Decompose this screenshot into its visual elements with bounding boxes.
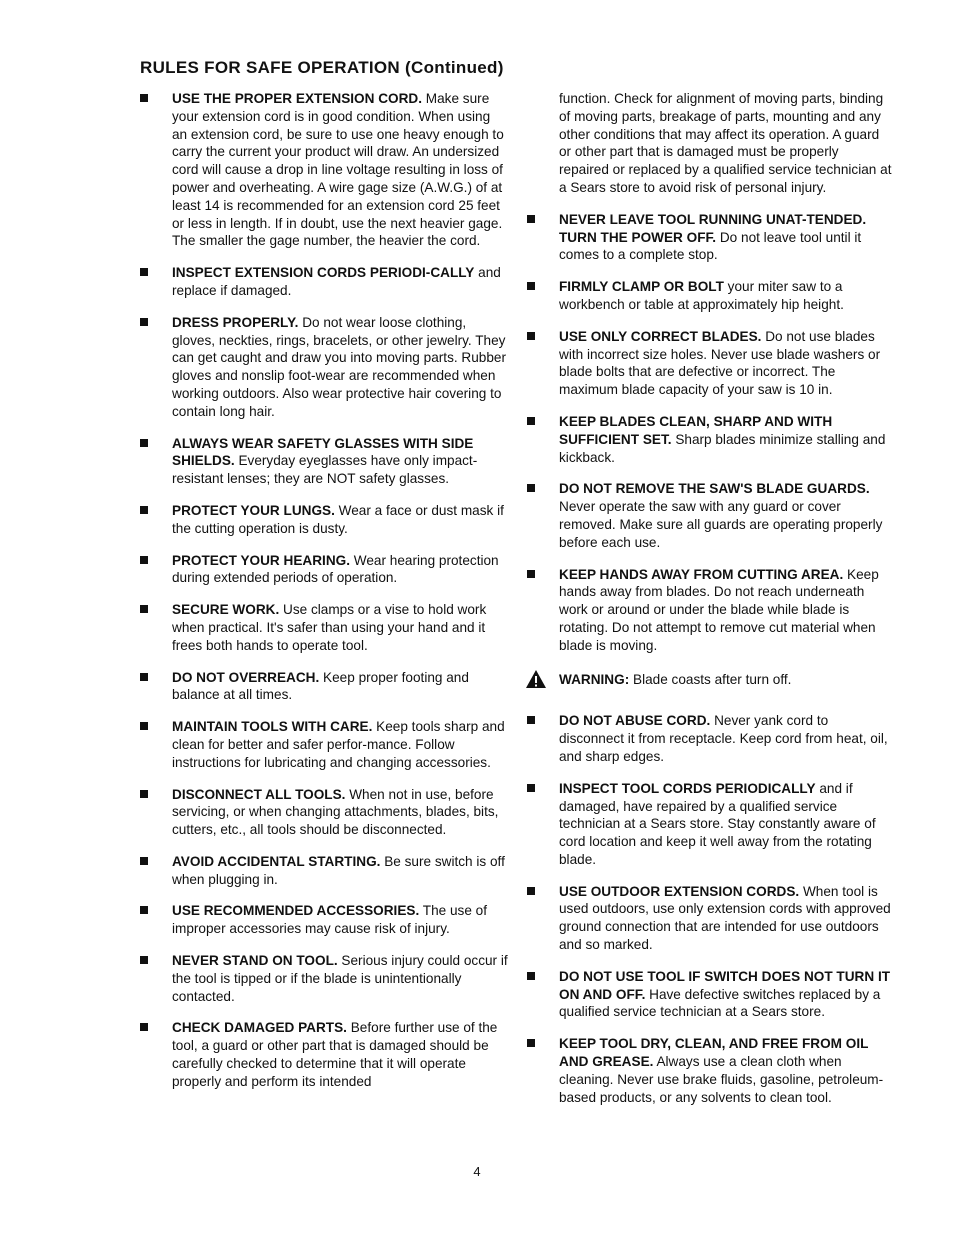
rule-text: and replace if damaged. [172, 265, 501, 298]
left-column [140, 90, 508, 1105]
rule-item [140, 1019, 508, 1090]
warning-note [527, 671, 892, 689]
rule-item [140, 601, 508, 654]
warning-label: WARNING: [559, 671, 630, 687]
rule-text: When tool is used outdoors, use only extension cords with approved ground connection that are intended for use outdoors and so marked. [559, 883, 891, 953]
rule-heading: AVOID ACCIDENTAL STARTING. [172, 853, 381, 869]
rule-item [527, 278, 892, 314]
rule-text: Serious injury could occur if the tool is tipped or if the blade is unintentionally contacted. [172, 953, 508, 1004]
rule-heading: INSPECT EXTENSION CORDS PERIODI-CALLY [172, 265, 475, 281]
rule-heading: CHECK DAMAGED PARTS. [172, 1020, 347, 1036]
rule-text: Keep tools sharp and clean for better and safer perfor-mance. Follow instructions for lubricating and changing accessories. [172, 719, 505, 770]
rule-item [527, 780, 892, 869]
rule-heading: DO NOT ABUSE CORD. [559, 713, 711, 729]
rule-text: Wear hearing protection during extended periods of operation. [172, 552, 499, 586]
rule-text: Wear a face or dust mask if the cutting operation is dusty. [172, 502, 504, 536]
rule-heading: DO NOT REMOVE THE SAW'S BLADE GUARDS. [559, 481, 870, 497]
rule-item [140, 669, 508, 705]
rule-item [140, 314, 508, 421]
rule-text: Sharp blades minimize stalling and kickback. [559, 431, 886, 465]
warning-triangle-icon [525, 669, 547, 689]
rule-heading: ALWAYS WEAR SAFETY GLASSES WITH SIDE SHIELDS. [172, 435, 474, 469]
bullet-icon [140, 790, 148, 798]
bullet-icon [140, 857, 148, 865]
rule-heading: KEEP HANDS AWAY FROM CUTTING AREA. [559, 566, 844, 582]
rule-heading: PROTECT YOUR LUNGS. [172, 502, 335, 518]
bullet-icon [527, 887, 535, 895]
right-column [527, 90, 892, 1120]
bullet-icon [527, 215, 535, 223]
bullet-icon [140, 956, 148, 964]
bullet-icon [140, 268, 148, 276]
rule-heading: INSPECT TOOL CORDS PERIODICALLY [559, 780, 816, 796]
rule-text: Everyday eyeglasses have only impact-resistant lenses; they are NOT safety glasses. [172, 453, 478, 487]
rule-text: Do not leave tool until it comes to a complete stop. [559, 229, 862, 263]
rule-text: Before further use of the tool, a guard or other part that is damaged should be carefully checked to determine that it will operate properly and perform its intended [172, 1020, 498, 1089]
rule-heading: KEEP TOOL DRY, CLEAN, AND FREE FROM OIL AND GREASE. [559, 1036, 869, 1070]
rule-text: Be sure switch is off when plugging in. [172, 853, 505, 887]
bullet-icon [527, 972, 535, 980]
rule-item [140, 786, 508, 839]
bullet-icon [140, 722, 148, 730]
bullet-icon [140, 556, 148, 564]
bullet-icon [140, 1023, 148, 1031]
rule-item [140, 952, 508, 1005]
rule-heading: DRESS PROPERLY. [172, 314, 299, 330]
rule-text: Never operate the saw with any guard or cover removed. Make sure all guards are operating properly before each use. [559, 499, 883, 550]
rule-item [140, 435, 508, 488]
bullet-icon [140, 673, 148, 681]
bullet-icon [527, 570, 535, 578]
rule-heading: DO NOT USE TOOL IF SWITCH DOES NOT TURN IT ON AND OFF. [559, 968, 891, 1002]
rule-item [527, 883, 892, 954]
bullet-icon [527, 417, 535, 425]
rule-item [527, 712, 892, 765]
rule-heading: KEEP BLADES CLEAN, SHARP AND WITH SUFFICIENT SET. [559, 413, 833, 447]
bullet-icon [140, 605, 148, 613]
bullet-icon [140, 94, 148, 102]
bullet-icon [527, 282, 535, 290]
rule-heading: DO NOT OVERREACH. [172, 669, 320, 685]
rule-item [140, 902, 508, 938]
rule-item [140, 552, 508, 588]
page-title: RULES FOR SAFE OPERATION (Continued) [140, 58, 504, 77]
rule-heading: SECURE WORK. [172, 602, 280, 618]
bullet-icon [527, 332, 535, 340]
rule-text: Do not wear loose clothing, gloves, neckties, rings, bracelets, or other jewelry. They can get caught and draw you into moving parts. Rubber gloves and nonslip foot-wear are recommended when working outdoors. Also wear protective hair covering to contain long hair. [172, 314, 507, 419]
bullet-icon [527, 784, 535, 792]
bullet-icon [527, 716, 535, 724]
bullet-icon [527, 484, 535, 492]
rule-continuation: function. Check for alignment of moving parts, binding of moving parts, breakage of parts, mounting and any other conditions that may affect its operation. A guard or other part that is damaged must be properly repaired or replaced by a qualified service technician at a Sears store to avoid risk of personal injury. [559, 91, 892, 195]
rule-item [527, 413, 892, 466]
rule-item [527, 211, 892, 264]
bullet-icon [140, 906, 148, 914]
rule-heading: FIRMLY CLAMP OR BOLT [559, 279, 724, 295]
rule-item [527, 968, 892, 1021]
bullet-icon [140, 318, 148, 326]
bullet-icon [527, 1039, 535, 1047]
rule-item [140, 90, 508, 250]
rule-heading: NEVER LEAVE TOOL RUNNING UNAT-TENDED. TURN THE POWER OFF. [559, 211, 867, 245]
bullet-icon [140, 506, 148, 514]
rule-text: Keep hands away from blades. Do not reach underneath work or around or under the blade while blade is rotating. Do not attempt to remove cut material when blade is moving. [559, 566, 879, 653]
rule-item [527, 328, 892, 399]
rule-item [140, 502, 508, 538]
rule-heading: USE ONLY CORRECT BLADES. [559, 328, 762, 344]
rule-text: Always use a clean cloth when cleaning. Never use brake fluids, gasoline, petroleum-based products, or any solvents to clean tool. [559, 1054, 884, 1105]
rule-text: and if damaged, have repaired by a qualified service technician at a Sears store. Stay constantly aware of cord location and keep it well away from the rotating blade. [559, 780, 876, 867]
rule-text: Never yank cord to disconnect it from receptacle. Keep cord from heat, oil, and sharp edges. [559, 713, 888, 764]
rule-text: Make sure your extension cord is in good condition. When using an extension cord, be sure to use one heavy enough to carry the current your product will draw. An undersized cord will cause a drop in line voltage resulting in loss of power and overheating. A wire gage size (A.W.G.) of at least 14 is recommended for an extension cord 25 feet or less in length. If in doubt, use the next heavier gage. The smaller the gage number, the heavier the cord. [172, 91, 504, 249]
rule-item [527, 566, 892, 655]
rule-text: Do not use blades with incorrect size holes. Never use blade washers or blade bolts that are defective or incorrect. The maximum blade capacity of your saw is 10 in. [559, 328, 881, 398]
rule-heading: PROTECT YOUR HEARING. [172, 552, 350, 568]
rule-text: Have defective switches replaced by a qualified service technician at a Sears store. [559, 986, 881, 1020]
rule-heading: MAINTAIN TOOLS WITH CARE. [172, 719, 373, 735]
rule-heading: USE RECOMMENDED ACCESSORIES. [172, 903, 420, 919]
rule-heading: NEVER STAND ON TOOL. [172, 953, 338, 969]
bullet-icon [140, 439, 148, 447]
rule-heading: DISCONNECT ALL TOOLS. [172, 786, 346, 802]
page-number: 4 [473, 1164, 481, 1179]
rule-text: Use clamps or a vise to hold work when practical. It's safer than using your hand and it frees both hands to operate tool. [172, 602, 487, 653]
rule-text: your miter saw to a workbench or table at approximately hip height. [559, 279, 844, 312]
rule-item [140, 853, 508, 889]
rule-text: Keep proper footing and balance at all times. [172, 669, 469, 703]
rule-heading: USE OUTDOOR EXTENSION CORDS. [559, 883, 800, 899]
rule-item [140, 718, 508, 771]
rule-text: When not in use, before servicing, or when changing attachments, blades, bits, cutters, etc., all tools should be disconnected. [172, 786, 499, 838]
rule-item [527, 480, 892, 551]
warning-text: Blade coasts after turn off. [629, 671, 792, 687]
rule-item [527, 1035, 892, 1106]
rule-text: The use of improper accessories may cause risk of injury. [172, 903, 488, 937]
rule-heading: USE THE PROPER EXTENSION CORD. [172, 91, 423, 106]
rule-item [140, 264, 508, 300]
